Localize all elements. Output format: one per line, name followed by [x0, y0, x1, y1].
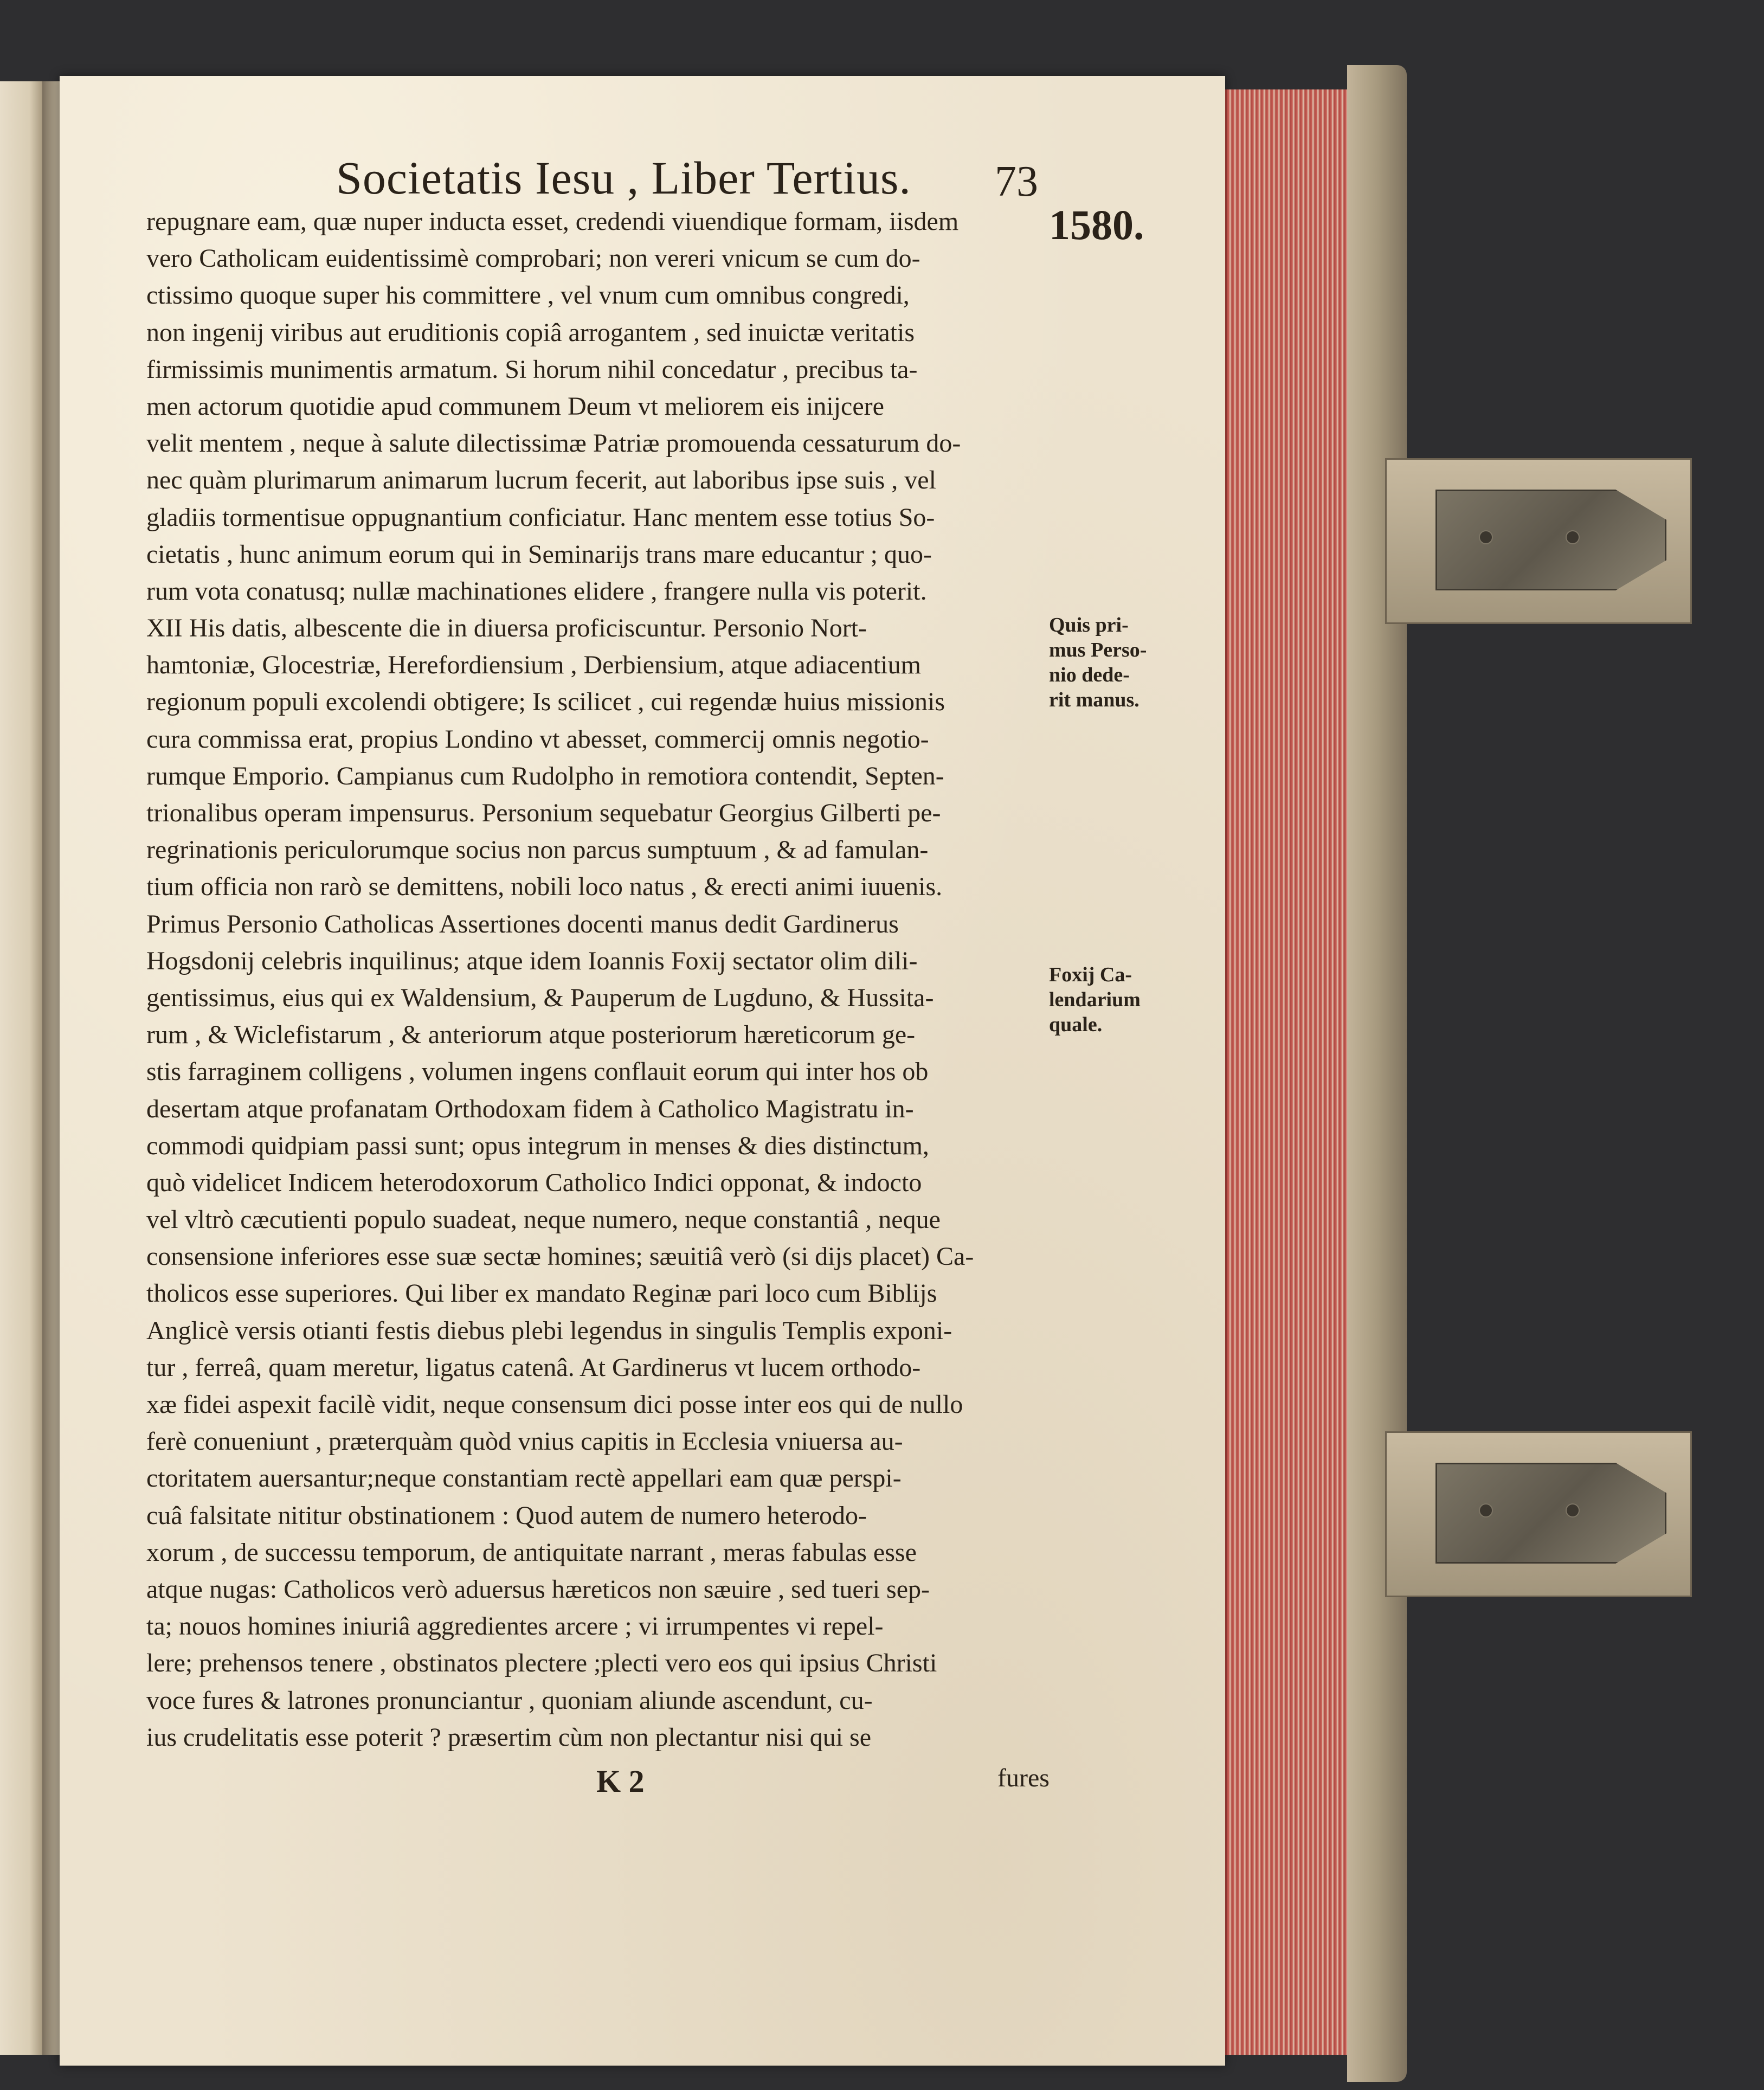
text-line: vel vltrò cæcutienti populo suadeat, neque numero, neque constantiâ , neque: [146, 1205, 941, 1234]
text-line: ius crudelitatis esse poterit ? præsertim cùm non plectantur nisi qui se: [146, 1722, 872, 1752]
text-line: rumque Emporio. Campianus cum Rudolpho in remotiora contendit, Septen-: [146, 761, 944, 790]
clasp-lower: [1385, 1431, 1692, 1597]
text-line: firmissimis munimentis armatum. Si horum nihil concedatur , precibus ta-: [146, 355, 918, 384]
text-line: gladiis tormentisue oppugnantium conficiatur. Hanc mentem esse totius So-: [146, 503, 935, 532]
text-line: velit mentem , neque à salute dilectissimæ Patriæ promouenda cessaturum do-: [146, 429, 961, 458]
text-line: ctoritatem auersantur;neque constantiam rectè appellari eam quæ perspi-: [146, 1464, 902, 1493]
clasp-upper-rivet: [1566, 530, 1580, 544]
text-line: Primus Personio Catholicas Assertiones docenti manus dedit Gardinerus: [146, 909, 899, 938]
margin-year: 1580.: [1049, 201, 1144, 248]
text-line: ferè conueniunt , præterquàm quòd vnius capitis in Ecclesia vniuersa au-: [146, 1427, 903, 1456]
text-line: XII His datis, albescente die in diuersa proficiscuntur. Personio Nort-: [146, 614, 867, 643]
text-line: trionalibus operam impensurus. Personium sequebatur Georgius Gilberti pe-: [146, 799, 941, 827]
text-line: xæ fidei aspexit facilè vidit, neque consensum dici posse inter eos qui de nullo: [146, 1390, 963, 1419]
text-line: atque nugas: Catholicos verò aduersus hæreticos non sæuire , sed tueri sep-: [146, 1574, 930, 1604]
clasp-upper-metal: [1435, 490, 1666, 590]
facing-page-edge: [0, 81, 43, 2055]
text-line: consensione inferiores esse suæ sectæ homines; sæuitiâ verò (si dijs placet) Ca-: [146, 1242, 974, 1271]
page-fore-edge: [1225, 89, 1357, 2055]
margin-note-line: lendarium: [1049, 988, 1141, 1011]
text-line: ta; nouos homines iniuriâ aggredientes arcere ; vi irrumpentes vi repel-: [146, 1612, 884, 1641]
text-line: repugnare eam, quæ nuper inducta esset, credendi viuendique formam, iisdem: [146, 207, 959, 236]
clasp-upper: [1385, 458, 1692, 624]
text-line: tium officia non rarò se demittens, nobili loco natus , & erecti animi iuuenis.: [146, 872, 943, 902]
clasp-upper-rivet: [1479, 530, 1493, 544]
text-line: cuâ falsitate nititur obstinationem : Quod autem de numero heterodo-: [146, 1501, 867, 1530]
text-line: ctissimo quoque super his committere , vel vnum cum omnibus congredi,: [146, 281, 910, 310]
clasp-lower-metal: [1435, 1463, 1666, 1564]
text-line: Anglicè versis otianti festis diebus plebi legendus in singulis Templis exponi-: [146, 1316, 952, 1345]
body-text: [146, 203, 1068, 1756]
book-cover-board: [1347, 65, 1407, 2082]
margin-note-line: nio dede-: [1049, 664, 1130, 686]
margin-note-line: quale.: [1049, 1013, 1103, 1036]
text-line: desertam atque profanatam Orthodoxam fidem à Catholico Magistratu in-: [146, 1094, 914, 1123]
text-line: rum vota conatusq; nullæ machinationes elidere , frangere nulla vis poterit.: [146, 576, 927, 606]
text-line: tholicos esse superiores. Qui liber ex mandato Reginæ pari loco cum Biblijs: [146, 1279, 937, 1308]
text-line: regionum populi excolendi obtigere; Is scilicet , cui regendæ huius missionis: [146, 687, 945, 717]
text-line: xorum , de successu temporum, de antiquitate narrant , meras fabulas esse: [146, 1538, 917, 1567]
text-line: men actorum quotidie apud communem Deum vt meliorem eis inijcere: [146, 391, 884, 421]
margin-note-line: mus Perso-: [1049, 639, 1147, 661]
margin-note-line: rit manus.: [1049, 689, 1139, 711]
margin-note-line: Quis pri-: [1049, 614, 1129, 636]
text-line: commodi quidpiam passi sunt; opus integrum in menses & dies distinctum,: [146, 1131, 929, 1160]
text-line: rum , & Wiclefistarum , & anteriorum atque posteriorum hæreticorum ge-: [146, 1020, 916, 1050]
running-head: Societatis Iesu , Liber Tertius.: [336, 152, 911, 204]
text-line: regrinationis periculorumque socius non parcus sumptuum , & ad famulan-: [146, 835, 929, 865]
text-line: non ingenij viribus aut eruditionis copiâ arrogantem , sed inuictæ veritatis: [146, 318, 915, 347]
text-line: tur , ferreâ, quam meretur, ligatus catenâ. At Gardinerus vt lucem orthodo-: [146, 1353, 921, 1382]
catchword: fures: [997, 1764, 1050, 1792]
text-line: gentissimus, eius qui ex Waldensium, & Pauperum de Lugduno, & Hussita-: [146, 983, 934, 1012]
margin-note-line: Foxij Ca-: [1049, 963, 1132, 986]
text-line: hamtoniæ, Glocestriæ, Herefordiensium , Derbiensium, atque adiacentium: [146, 651, 921, 680]
clasp-lower-rivet: [1479, 1503, 1493, 1517]
text-line: nec quàm plurimarum animarum lucrum fecerit, aut laboribus ipse suis , vel: [146, 466, 936, 495]
page-number: 73: [995, 158, 1038, 205]
signature-mark: K 2: [596, 1764, 645, 1799]
text-line: Hogsdonij celebris inquilinus; atque idem Ioannis Foxij sectator olim dili-: [146, 946, 918, 975]
clasp-lower-rivet: [1566, 1503, 1580, 1517]
text-line: vero Catholicam euidentissimè comprobari; non vereri vnicum se cum do-: [146, 244, 920, 273]
text-line: cura commissa erat, propius Londino vt abesset, commercij omnis negotio-: [146, 724, 929, 754]
text-line: lere; prehensos tenere , obstinatos plectere ;plecti vero eos qui ipsius Christi: [146, 1649, 937, 1678]
text-line: cietatis , hunc animum eorum qui in Seminarijs trans mare educantur ; quo-: [146, 539, 932, 569]
text-line: stis farraginem colligens , volumen ingens conflauit eorum qui inter hos ob: [146, 1057, 929, 1086]
text-line: voce fures & latrones pronunciantur , quoniam aliunde ascendunt, cu-: [146, 1686, 873, 1715]
text-line: quò videlicet Indicem heterodoxorum Catholico Indici opponat, & indocto: [146, 1168, 922, 1197]
